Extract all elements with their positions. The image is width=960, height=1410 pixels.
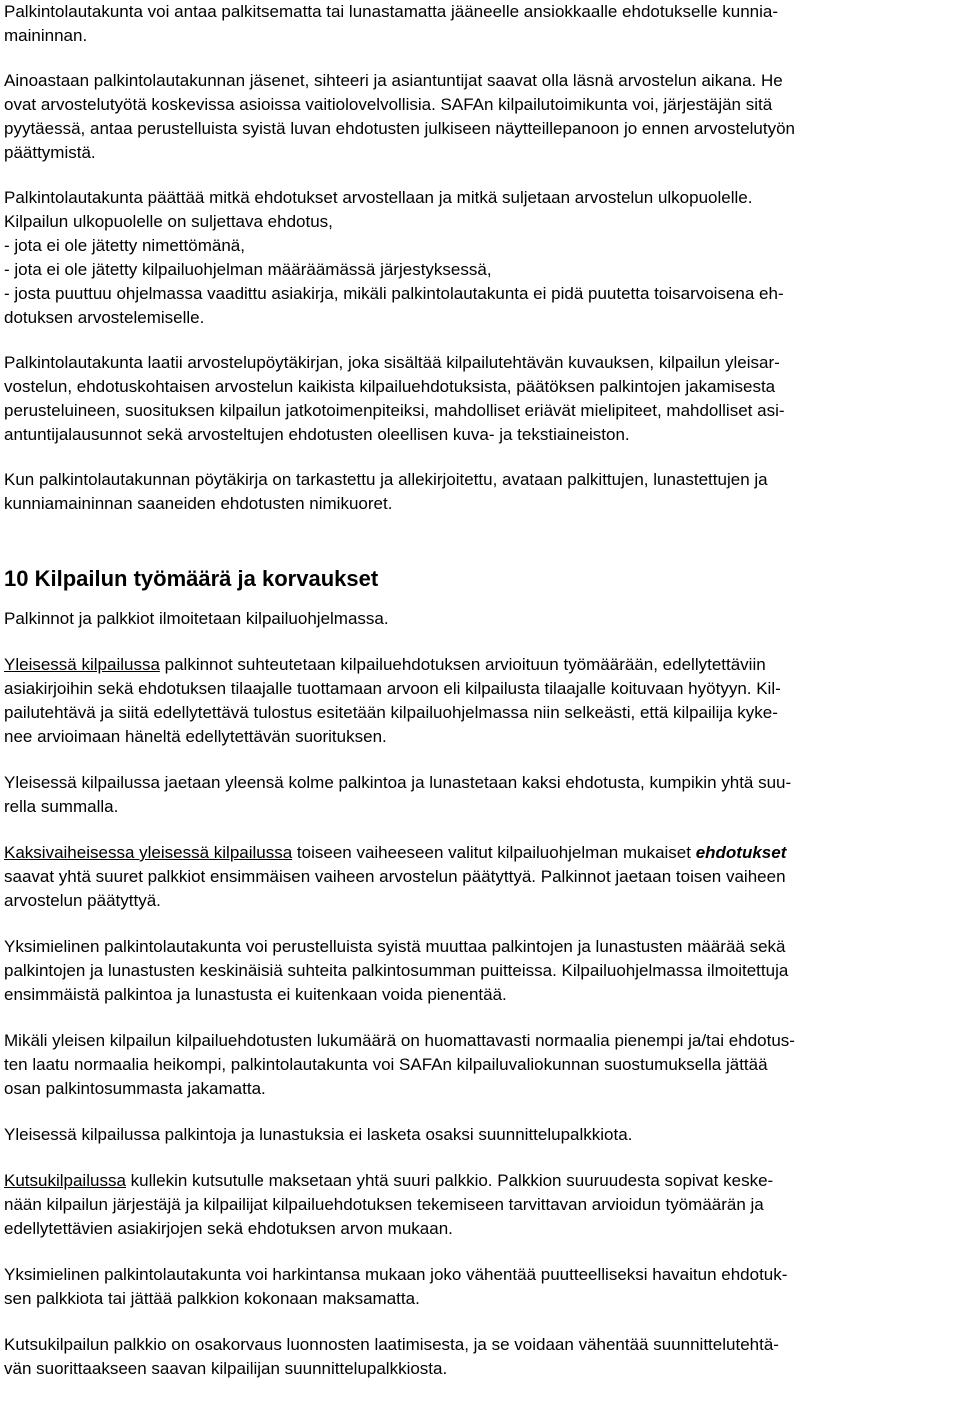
text-line bbox=[4, 841, 956, 865]
text-line: maininnan. bbox=[4, 26, 88, 45]
text-line: perusteluineen, suosituksen kilpailun jatkotoimenpiteiksi, mahdolliset eriävät mielipiteet, mahdolliset asi- bbox=[4, 401, 785, 420]
text-line: Yksimielinen palkintolautakunta voi perustelluista syistä muuttaa palkintojen ja lunastusten määrää sekä bbox=[4, 937, 786, 956]
paragraph-general-competition bbox=[4, 653, 956, 749]
text-line: Ainoastaan palkintolautakunnan jäsenet, sihteeri ja asiantuntijat saavat olla läsnä arvostelun aikana. He bbox=[4, 71, 783, 90]
paragraph-partial-compensation bbox=[4, 1333, 956, 1381]
text-line: päättymistä. bbox=[4, 143, 96, 162]
text-line: Palkintolautakunta laatii arvostelupöytäkirjan, joka sisältää kilpailutehtävän kuvauksen, kilpailun yleisar- bbox=[4, 353, 780, 372]
text-run: palkinnot suhteutetaan kilpailuehdotuksen arvioituun työmäärään, edellytettäviin bbox=[159, 655, 766, 674]
text-line: osan palkintosummasta jakamatta. bbox=[4, 1079, 266, 1098]
text-line: Yksimielinen palkintolautakunta voi harkintansa mukaan joko vähentää puutteelliseksi havaitun ehdotuk- bbox=[4, 1265, 788, 1284]
text-line: saavat yhtä suuret palkkiot ensimmäisen vaiheen arvostelun päätyttyä. Palkinnot jaetaan toisen vaiheen bbox=[4, 867, 786, 886]
text-line: kunniamaininnan saaneiden ehdotusten nimikuoret. bbox=[4, 494, 393, 513]
text-line: sen palkkiota tai jättää palkkion kokonaan maksamatta. bbox=[4, 1289, 420, 1308]
paragraph-unanimous-jury bbox=[4, 935, 956, 1007]
text-line: - josta puuttuu ohjelmassa vaadittu asiakirja, mikäli palkintolautakunta ei pidä puutetta toisarvoisena eh- bbox=[4, 284, 784, 303]
paragraph-design-fee bbox=[4, 1123, 956, 1147]
paragraph-name-envelopes bbox=[4, 468, 956, 516]
text-line: edellytettävien asiakirjojen sekä ehdotuksen arvon mukaan. bbox=[4, 1219, 453, 1238]
text-line bbox=[4, 653, 956, 677]
text-line: dotuksen arvostelemiselle. bbox=[4, 308, 205, 327]
text-line: - jota ei ole jätetty kilpailuohjelman määräämässä järjestyksessä, bbox=[4, 260, 492, 279]
text-run: toiseen vaiheeseen valitut kilpailuohjelman mukaiset bbox=[292, 843, 696, 862]
text-line: pailutehtävä ja siitä edellytettävä tulostus esitetään kilpailuohjelmassa niin selkeästi, että kilpailija kyke- bbox=[4, 703, 778, 722]
paragraph-jury-presence bbox=[4, 69, 956, 165]
text-line: Kun palkintolautakunnan pöytäkirja on tarkastettu ja allekirjoitettu, avataan palkittujen, lunastettujen ja bbox=[4, 470, 768, 489]
text-line: Kutsukilpailun palkkio on osakorvaus luonnosten laatimisesta, ja se voidaan vähentää suunnittelutehtä- bbox=[4, 1335, 779, 1354]
term-two-stage-competition: Kaksivaiheisessa yleisessä kilpailussa bbox=[4, 843, 293, 862]
text-line: asiakirjoihin sekä ehdotuksen tilaajalle tuottamaan arvoon eli kilpailusta tilaajalle koituvaan hyötyyn. Kil- bbox=[4, 679, 781, 698]
document-page bbox=[4, 0, 956, 1381]
paragraph-honorable-mention bbox=[4, 0, 956, 48]
text-line: vostelun, ehdotuskohtaisen arvostelun kaikista kilpailuehdotuksista, päätöksen palkintojen jakamisesta bbox=[4, 377, 776, 396]
term-invited-competition: Kutsukilpailussa bbox=[4, 1171, 126, 1190]
text-line: pyytäessä, antaa perustelluista syistä luvan ehdotusten julkiseen näytteillepanoon jo ennen arvostelutyön bbox=[4, 119, 796, 138]
paragraph-jury-minutes bbox=[4, 351, 956, 447]
text-line bbox=[4, 1169, 956, 1193]
text-line: Mikäli yleisen kilpailun kilpailuehdotusten lukumäärä on huomattavasti normaalia pienempi ja/tai ehdotus- bbox=[4, 1031, 795, 1050]
text-line: antuntijalausunnot sekä arvosteltujen ehdotusten oleellisen kuva- ja tekstiaineiston. bbox=[4, 425, 630, 444]
paragraph-prizes-count bbox=[4, 771, 956, 819]
text-line: nään kilpailun järjestäjä ja kilpailijat kilpailuehdotuksen tekemiseen tarvittavan arvioidun työmäärän ja bbox=[4, 1195, 764, 1214]
term-general-competition: Yleisessä kilpailussa bbox=[4, 655, 160, 674]
paragraph-two-stage-competition bbox=[4, 841, 956, 913]
text-line: rella summalla. bbox=[4, 797, 119, 816]
text-line: vän suorittaakseen saavan kilpailijan suunnittelupalkkiosta. bbox=[4, 1359, 448, 1378]
paragraph-low-entries bbox=[4, 1029, 956, 1101]
text-line: - jota ei ole jätetty nimettömänä, bbox=[4, 236, 245, 255]
text-line: arvostelun päätyttyä. bbox=[4, 891, 161, 910]
text-line: nee arvioimaan häneltä edellytettävän suorituksen. bbox=[4, 727, 387, 746]
text-line: Palkintolautakunta voi antaa palkitsematta tai lunastamatta jääneelle ansiokkaalle ehdotukselle kunnia- bbox=[4, 2, 778, 21]
paragraph-invited-competition bbox=[4, 1169, 956, 1241]
text-line: Yleisessä kilpailussa palkintoja ja lunastuksia ei lasketa osaksi suunnittelupalkkiota. bbox=[4, 1125, 633, 1144]
text-line: Palkintolautakunta päättää mitkä ehdotukset arvostellaan ja mitkä suljetaan arvostelun ulkopuolelle. bbox=[4, 188, 753, 207]
text-line: Yleisessä kilpailussa jaetaan yleensä kolme palkintoa ja lunastetaan kaksi ehdotusta, kumpikin yhtä suu- bbox=[4, 773, 792, 792]
section-heading: 10 Kilpailun työmäärä ja korvaukset bbox=[4, 566, 379, 591]
paragraph-exclusion-rules bbox=[4, 186, 956, 330]
text-line: ensimmäistä palkintoa ja lunastusta ei kuitenkaan voida pienentää. bbox=[4, 985, 507, 1004]
text-line: Kilpailun ulkopuolelle on suljettava ehdotus, bbox=[4, 212, 333, 231]
paragraph-fee-reduction bbox=[4, 1263, 956, 1311]
text-line: ovat arvostelutyötä koskevissa asioissa vaitiolovelvollisia. SAFAn kilpailutoimikunta voi, järjestäjän sitä bbox=[4, 95, 773, 114]
emphasis-ehdotukset: ehdotukset bbox=[695, 843, 787, 862]
text-line: ten laatu normaalia heikompi, palkintolautakunta voi SAFAn kilpailuvaliokunnan suostumuksella jättää bbox=[4, 1055, 768, 1074]
text-run: kullekin kutsutulle maksetaan yhtä suuri palkkio. Palkkion suuruudesta sopivat keske- bbox=[125, 1171, 774, 1190]
section-intro: Palkinnot ja palkkiot ilmoitetaan kilpailuohjelmassa. bbox=[4, 609, 389, 628]
text-line: palkintojen ja lunastusten keskinäisiä suhteita palkintosumman puitteissa. Kilpailuohjelmassa ilmoitettuja bbox=[4, 961, 789, 980]
